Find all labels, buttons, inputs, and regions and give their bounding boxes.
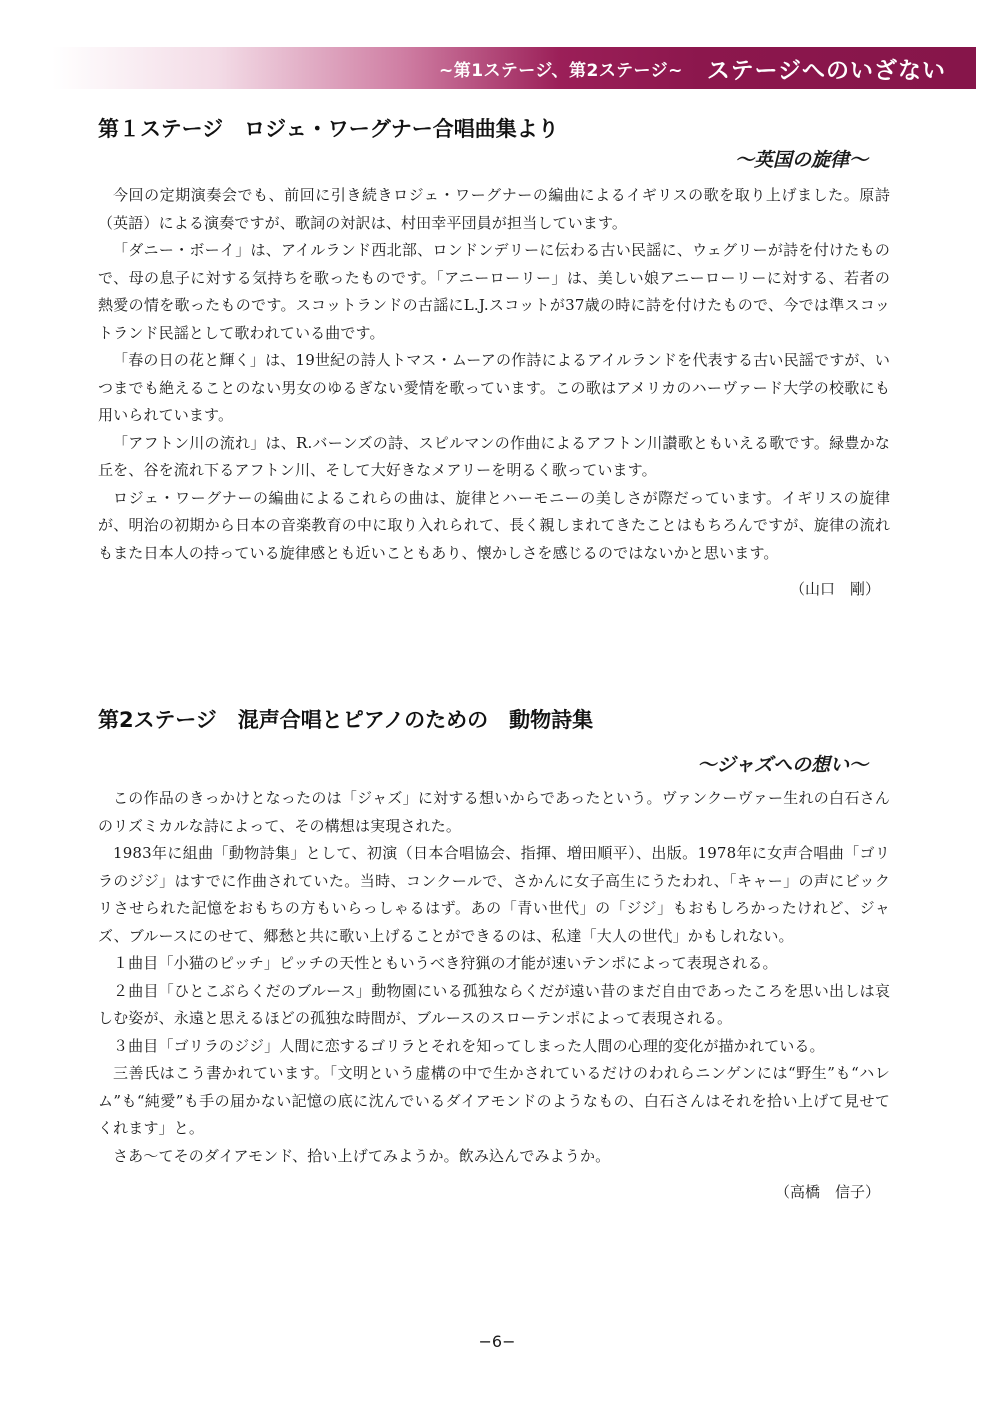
stage1-heading: 第１ステージ ロジェ・ワーグナー合唱曲集より xyxy=(98,117,559,141)
paragraph: 「アフトン川の流れ」は、R.バーンズの詩、スピルマンの作曲によるアフトン川讃歌ともいえる歌です。緑豊かな丘を、谷を流れ下るアフトン川、そして大好きなメアリーを明るく歌っています。 xyxy=(98,433,890,479)
header-title: ステージへのいざない xyxy=(706,57,946,84)
stage1-author: （山口 剛） xyxy=(789,580,880,598)
stage2-subtitle: ～ジャズへの想い～ xyxy=(697,754,868,776)
paragraph: 1983年に組曲「動物詩集」として、初演（日本合唱協会、指揮、増田順平）、出版。1978年に女声合唱曲「ゴリラのジジ」はすでに作曲されていた。当時、コンクールで、さかんに女子高生にうたわれ、「キャー」の声にビックリさせられた記憶をおもちの方もいらっしゃるはず。あの「青い世代」の「ジジ」もおもしろかったけれど、ジャズ、ブルースにのせて、郷愁と共に歌い上げることができるのは、私達「大人の世代」かもしれない。 xyxy=(98,844,890,945)
paragraph: この作品のきっかけとなったのは「ジャズ」に対する想いからであったという。ヴァンクーヴァー生れの白石さんのリズミカルな詩によって、その構想は実現された。 xyxy=(98,789,890,835)
paragraph: ２曲目「ひとこぶらくだのブルース」動物園にいる孤独ならくだが遠い昔のまだ自由であったころを思い出しは哀しむ姿が、永遠と思えるほどの孤独な時間が、ブルースのスローテンポによって表現される。 xyxy=(98,981,890,1027)
header-banner xyxy=(52,47,976,89)
paragraph: １曲目「小猫のピッチ」ピッチの天性ともいうべき狩猟の才能が速いテンポによって表現される。 xyxy=(113,954,778,972)
paragraph: 三善氏はこう書かれています。「文明という虚構の中で生かされているだけのわれらニンゲンには“野生”も“ハレム”も“純愛”も手の届かない記憶の底に沈んでいるダイアモンドのようなもの、白石さんはそれを拾い上げて見せてくれます」と。 xyxy=(98,1064,890,1137)
stage2-heading: 第2ステージ 混声合唱とピアノのための 動物詩集 xyxy=(98,708,594,732)
paragraph: ロジェ・ワーグナーの編曲によるこれらの曲は、旋律とハーモニーの美しさが際だっています。イギリスの旋律が、明治の初期から日本の音楽教育の中に取り入れられて、長く親しまれてきたことはもちろんですが、旋律の流れもまた日本人の持っている旋律感とも近いこともあり、懐かしさを感じるのではないかと思います。 xyxy=(98,488,890,562)
stage2-author: （高橋 信子） xyxy=(774,1183,880,1201)
stage1-section xyxy=(98,114,890,602)
paragraph: 「春の日の花と輝く」は、19世紀の詩人トマス・ムーアの作詩によるアイルランドを代表する古い民謡ですが、いつまでも絶えることのない男女のゆるぎない愛情を歌っています。この歌はアメリカのハーヴァード大学の校歌にも用いられています。 xyxy=(98,351,890,424)
stage2-section xyxy=(98,705,890,1205)
stage1-body xyxy=(98,182,890,567)
stage1-subtitle: ～英国の旋律～ xyxy=(734,149,868,171)
page-number: −6− xyxy=(478,1332,516,1351)
stage2-body xyxy=(98,785,890,1170)
paragraph: さあ～てそのダイアモンド、拾い上げてみようか。飲み込んでみようか。 xyxy=(113,1146,611,1165)
paragraph: 今回の定期演奏会でも、前回に引き続きロジェ・ワーグナーの編曲によるイギリスの歌を取り上げました。原詩（英語）による演奏ですが、歌詞の対訳は、村田幸平団員が担当しています。 xyxy=(98,186,890,232)
header-subtitle: ~第1ステージ、第2ステージ~ xyxy=(438,60,683,81)
paragraph: 「ダニー・ボーイ」は、アイルランド西北部、ロンドンデリーに伝わる古い民謡に、ウェグリーが詩を付けたもので、母の息子に対する気持ちを歌ったものです。「アニーローリー」は、美しい娘アニーローリーに対する、若者の熱愛の情を歌ったものです。スコットランドの古謡にL.J.スコットが37歳の時に詩を付けたもので、今では準スコットランド民謡として歌われている曲です。 xyxy=(98,241,890,342)
paragraph: ３曲目「ゴリラのジジ」人間に恋するゴリラとそれを知ってしまった人間の心理的変化が描かれている。 xyxy=(113,1036,825,1055)
